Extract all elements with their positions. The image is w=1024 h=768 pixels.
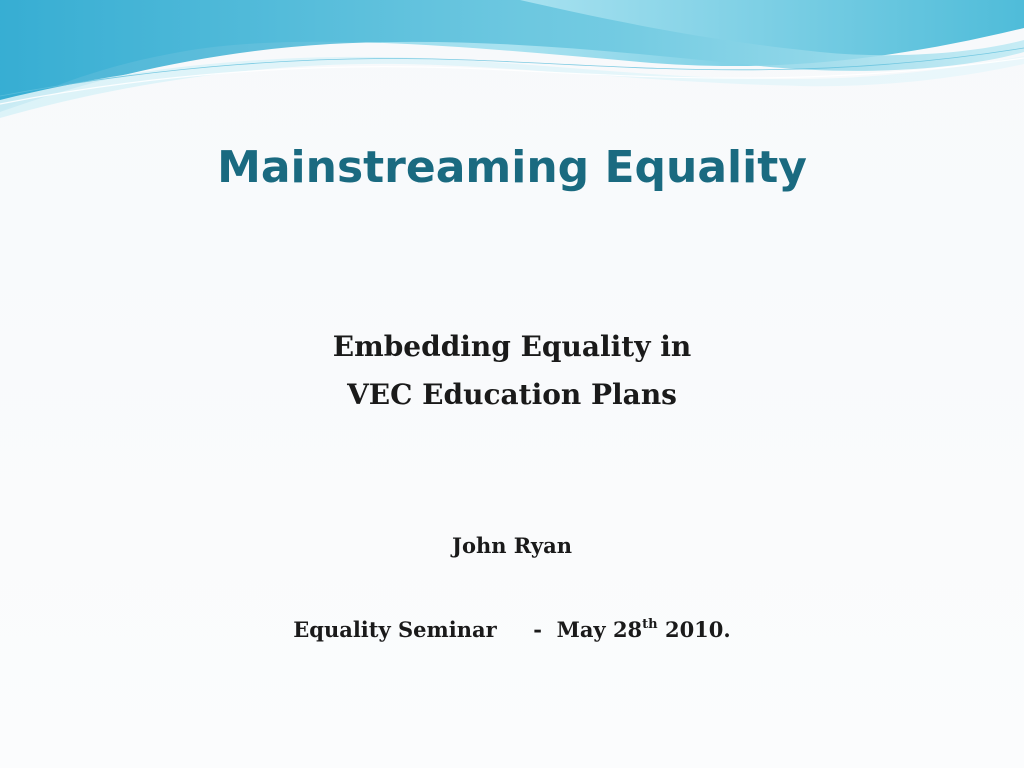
- decorative-wave-banner: [0, 0, 1024, 130]
- slide-title: Mainstreaming Equality: [217, 142, 807, 193]
- event-name: Equality Seminar: [293, 617, 497, 642]
- subtitle-line-1: Embedding Equality in: [332, 330, 692, 363]
- event-line: [0, 617, 1024, 642]
- event-separator: -: [533, 617, 542, 642]
- event-year: 2010.: [664, 617, 731, 642]
- author-name: John Ryan: [452, 533, 572, 558]
- event-date-prefix: May 28: [556, 617, 643, 642]
- event-date-suffix: th: [642, 617, 658, 632]
- subtitle-line-2: VEC Education Plans: [347, 378, 677, 411]
